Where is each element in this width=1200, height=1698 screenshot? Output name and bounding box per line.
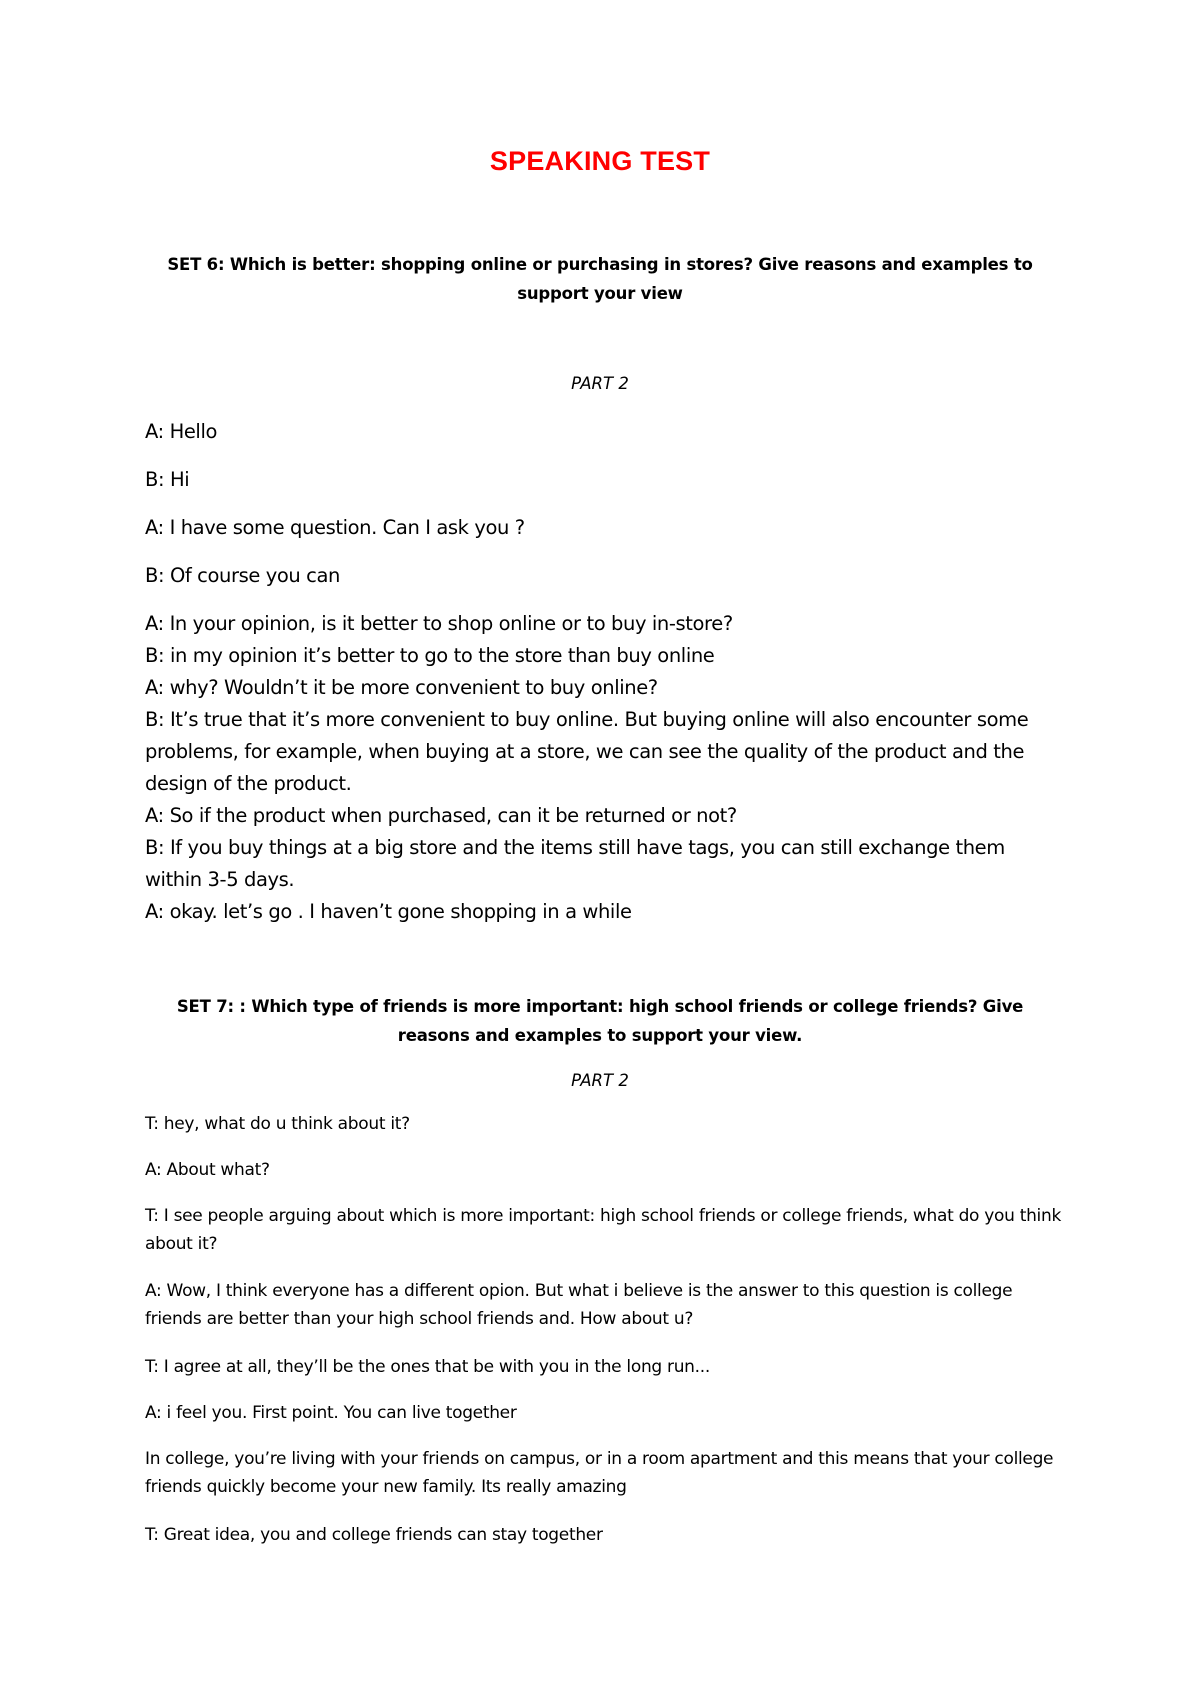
set6-line: B: Of course you can	[145, 564, 340, 587]
set6-line: B: Hi	[145, 468, 190, 491]
set7-heading: SET 7: : Which type of friends is more important: high school friends or college friends? Give reasons and examples to support your view.	[176, 997, 1024, 1045]
set6-line: A: I have some question. Can I ask you ?	[145, 516, 525, 539]
set6-line: A: Hello	[145, 420, 217, 443]
set7-line: A: i feel you. First point. You can live together	[145, 1403, 517, 1423]
set6-line: B: in my opinion it’s better to go to the store than buy online	[145, 644, 715, 667]
set7-line: T: I agree at all, they’ll be the ones that be with you in the long run...	[145, 1357, 710, 1377]
set6-line: A: In your opinion, is it better to shop online or to buy in-store?	[145, 612, 733, 635]
set7-part-label: PART 2	[571, 1071, 629, 1090]
set7-line: A: About what?	[145, 1160, 270, 1180]
set6-line: B: It’s true that it’s more convenient to buy online. But buying online will also encounter some problems, for example, when buying at a store, we can see the quality of the product and the design of the product.	[145, 708, 1029, 795]
set6-line: B: If you buy things at a big store and the items still have tags, you can still exchange them within 3-5 days.	[145, 836, 1005, 891]
set6-part-label: PART 2	[571, 374, 629, 393]
set7-line: T: hey, what do u think about it?	[145, 1114, 410, 1134]
set6-heading: SET 6: Which is better: shopping online or purchasing in stores? Give reasons and examples to support your view	[167, 255, 1033, 303]
document-title: SPEAKING TEST	[489, 146, 711, 176]
set7-line: T: Great idea, you and college friends can stay together	[145, 1525, 603, 1545]
set7-line: In college, you’re living with your friends on campus, or in a room apartment and this means that your college friends quickly become your new family. Its really amazing	[145, 1449, 1054, 1497]
set7-line: A: Wow, I think everyone has a different opion. But what i believe is the answer to this question is college friends are better than your high school friends and. How about u?	[145, 1281, 1013, 1329]
set6-line: A: why? Wouldn’t it be more convenient to buy online?	[145, 676, 658, 699]
set6-line: A: So if the product when purchased, can it be returned or not?	[145, 804, 737, 827]
set6-line: A: okay. let’s go . I haven’t gone shopping in a while	[145, 900, 632, 923]
set7-line: T: I see people arguing about which is more important: high school friends or college friends, what do you think about it?	[145, 1206, 1061, 1254]
